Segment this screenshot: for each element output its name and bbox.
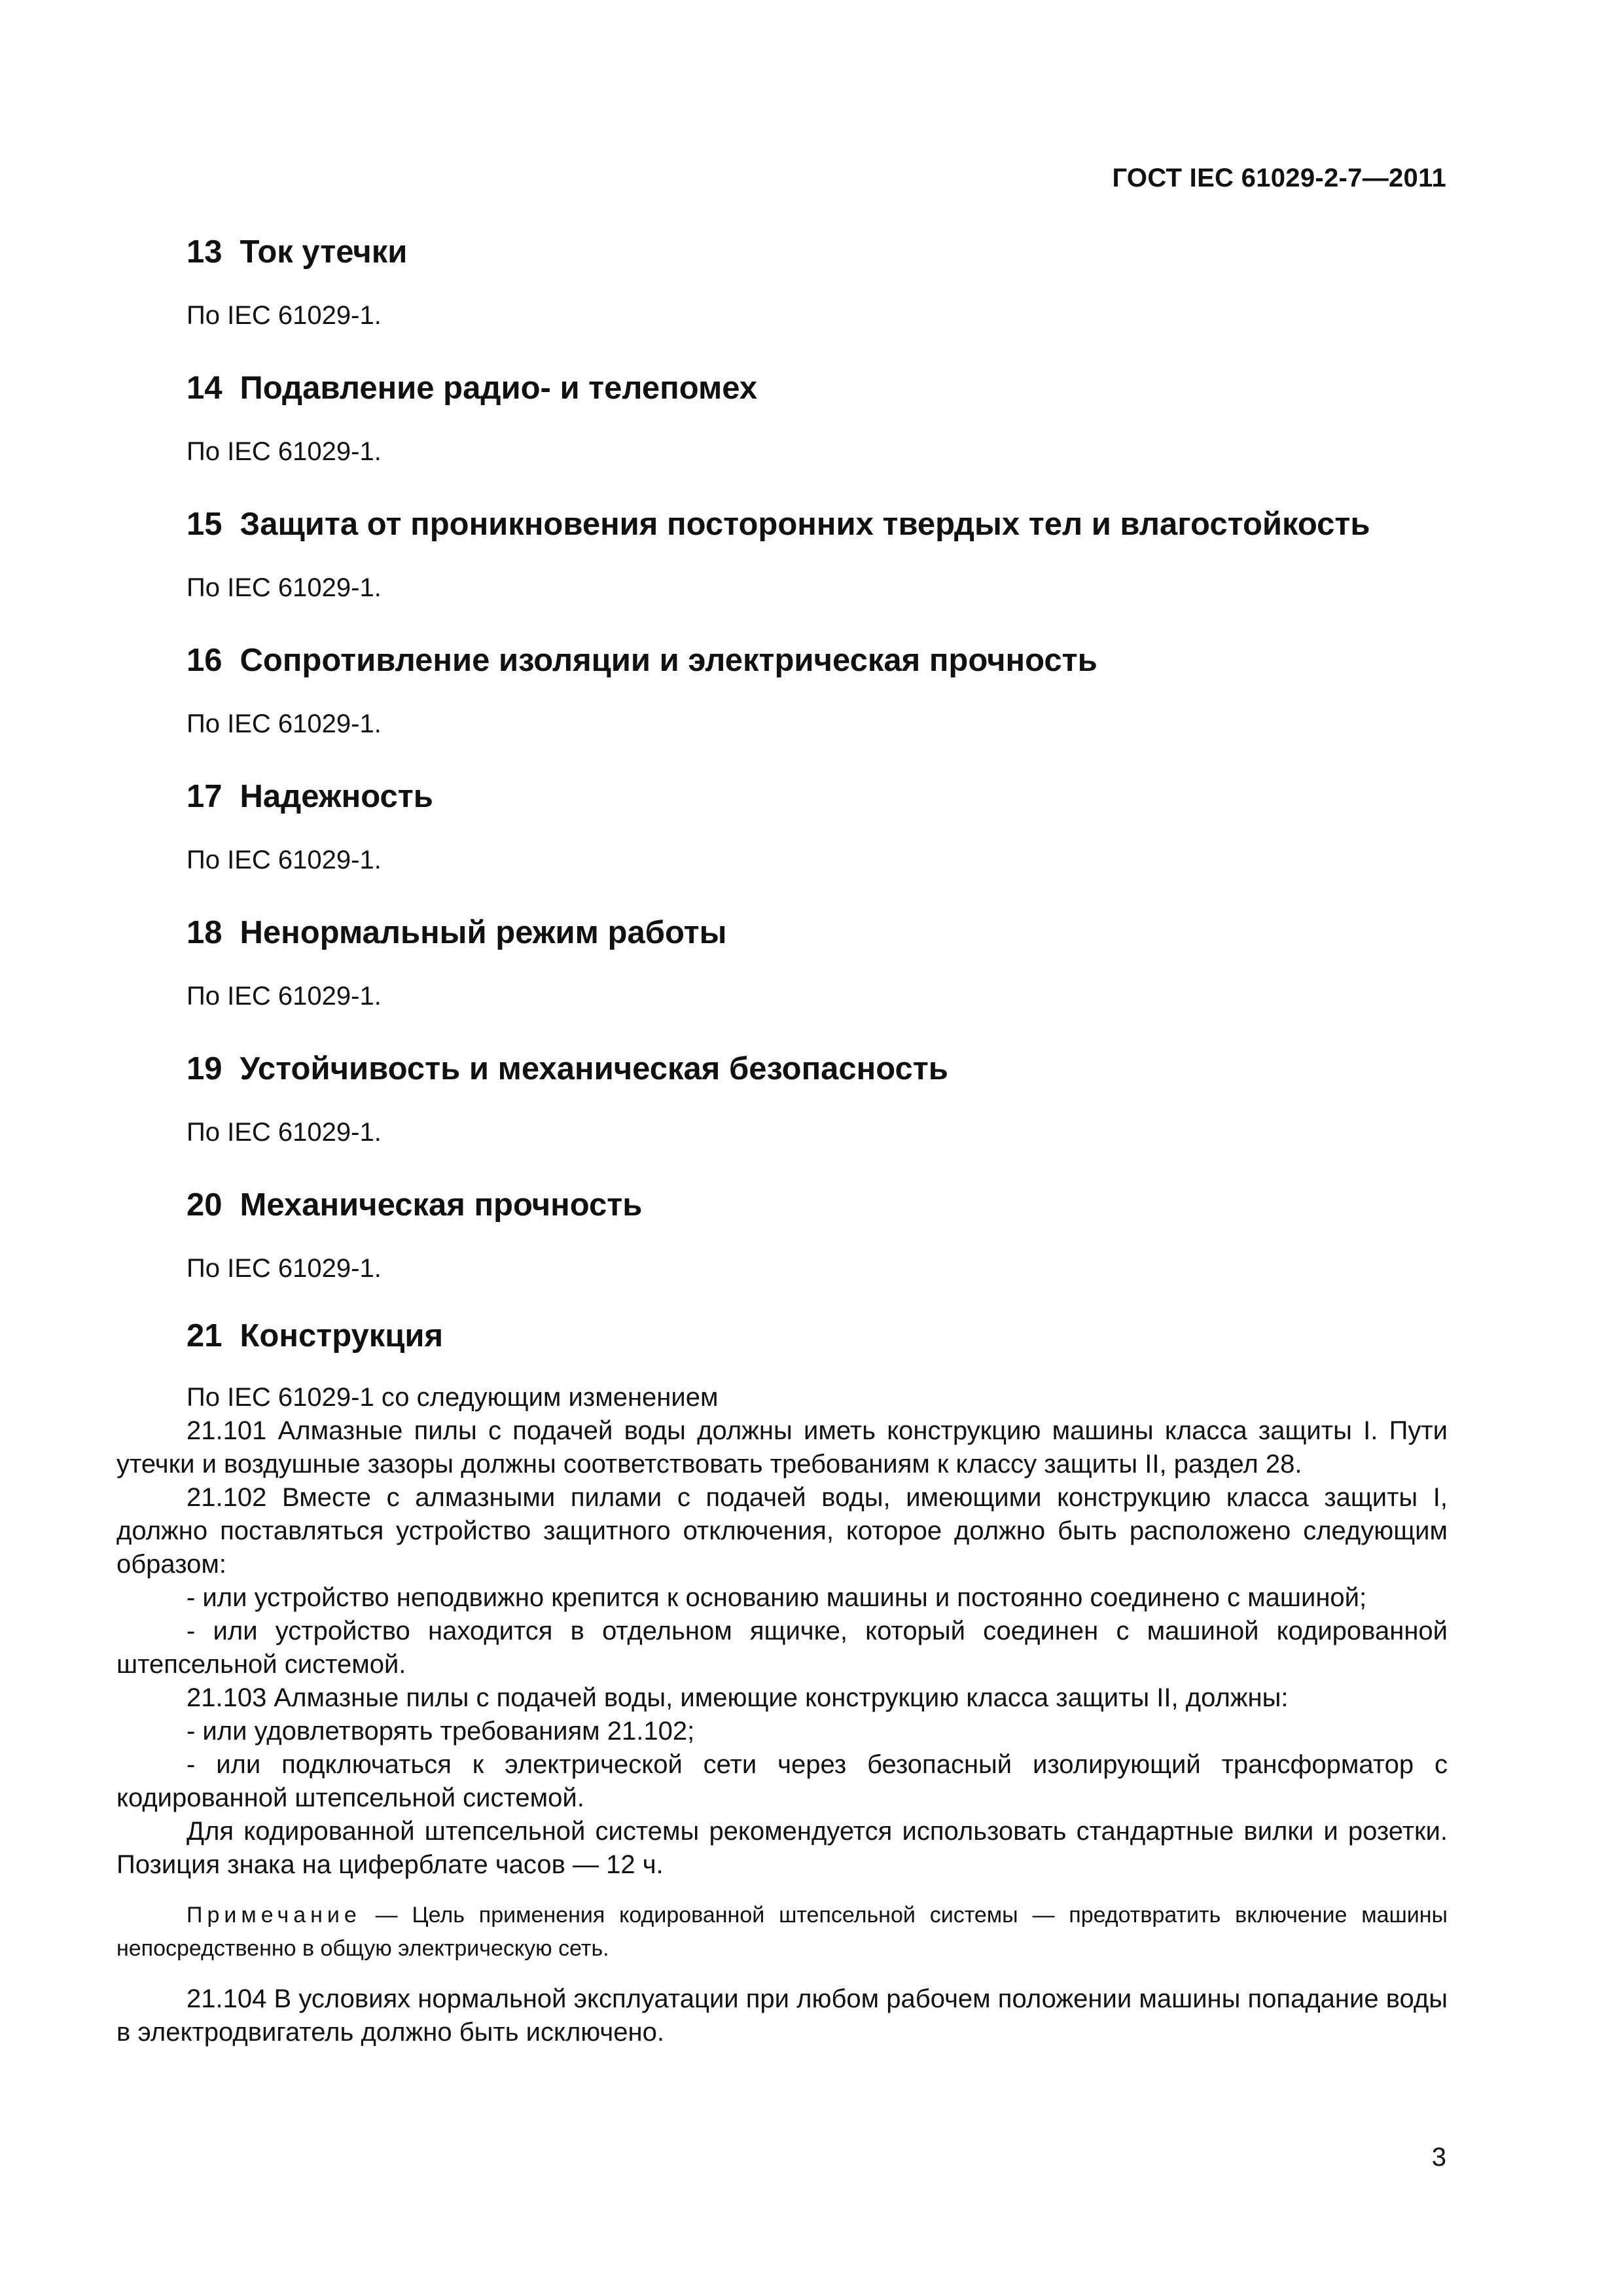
section-heading — [187, 1039, 1446, 1098]
section-body: По IEC 61029-1. — [187, 1254, 382, 1283]
note-text: — Цель применения кодированной штепсельной системы — предотвратить включение машины непосредственно в общую электрическую сеть. — [116, 1903, 1448, 1961]
section-17 — [187, 767, 1446, 903]
section-number: 16 — [187, 643, 223, 678]
section-13 — [187, 223, 1446, 359]
section-15 — [187, 495, 1446, 631]
clause-21-101: 21.101 Алмазные пилы с подачей воды должны иметь конструкцию машины класса защиты I. Пути утечки и воздушные зазоры должны соответствовать требованиям к классу защиты II, раздел 28. — [116, 1416, 1448, 1479]
section-18 — [187, 903, 1446, 1039]
section-body: По IEC 61029-1. — [187, 437, 382, 466]
note-paragraph — [116, 1899, 1448, 1965]
section-number: 15 — [187, 507, 223, 542]
section-title: Ненормальный режим работы — [240, 915, 727, 950]
section-number: 14 — [187, 370, 223, 406]
section-body: По IEC 61029-1. — [187, 573, 382, 602]
section-number: 21 — [187, 1318, 223, 1354]
section-20 — [187, 1175, 1446, 1312]
section-list — [187, 223, 1446, 1312]
section-heading — [187, 495, 1446, 554]
section-number: 17 — [187, 779, 223, 814]
section-heading — [187, 359, 1446, 418]
section-number: 20 — [187, 1187, 223, 1223]
document-code-header: ГОСТ IEC 61029-2-7—2011 — [1112, 164, 1446, 192]
clause-21-103-item-a: - или удовлетворять требованиям 21.102; — [187, 1717, 695, 1746]
section-heading — [187, 1175, 1446, 1234]
clause-21-102-item-a: - или устройство неподвижно крепится к основанию машины и постоянно соединено с машиной; — [187, 1583, 1367, 1612]
section-body: По IEC 61029-1. — [187, 982, 382, 1011]
section-title: Ток утечки — [240, 234, 408, 270]
section-number: 18 — [187, 915, 223, 950]
section-heading — [187, 903, 1446, 962]
clause-21-104: 21.104 В условиях нормальной эксплуатации при любом рабочем положении машины попадание воды в электродвигатель должно быть исключено. — [116, 1984, 1448, 2047]
clause-21-102-item-b: - или устройство находится в отдельном ящичке, который соединен с машиной кодированной штепсельной системой. — [116, 1617, 1448, 1679]
section-title: Конструкция — [240, 1318, 444, 1354]
section-16 — [187, 631, 1446, 767]
section-title: Подавление радио- и телепомех — [240, 370, 758, 406]
section-heading — [187, 767, 1446, 826]
section-title: Устойчивость и механическая безопасность — [240, 1051, 948, 1086]
page-number: 3 — [1431, 2143, 1446, 2172]
section-21-intro: По IEC 61029-1 со следующим изменением — [187, 1383, 719, 1412]
section-body: По IEC 61029-1. — [187, 301, 382, 330]
section-heading — [187, 223, 1446, 281]
section-body: По IEC 61029-1. — [187, 846, 382, 874]
section-21-content — [116, 1381, 1448, 2049]
clause-21-103-item-b: - или подключаться к электрической сети через безопасный изолирующий трансформатор с кодированной штепсельной системой. — [116, 1750, 1448, 1812]
section-number: 13 — [187, 234, 223, 270]
clause-21-102: 21.102 Вместе с алмазными пилами с подачей воды, имеющими конструкцию класса защиты I, должно поставляться устройство защитного отключения, которое должно быть расположено следующим образом: — [116, 1483, 1448, 1579]
section-14 — [187, 359, 1446, 495]
section-title: Механическая прочность — [240, 1187, 643, 1223]
coded-socket-paragraph: Для кодированной штепсельной системы рекомендуется использовать стандартные вилки и розетки. Позиция знака на циферблате часов — 12 ч. — [116, 1817, 1448, 1879]
section-title: Защита от проникновения посторонних твердых тел и влагостойкость — [240, 507, 1370, 542]
section-body: По IEC 61029-1. — [187, 709, 382, 738]
section-body: По IEC 61029-1. — [187, 1118, 382, 1147]
clause-21-103: 21.103 Алмазные пилы с подачей воды, имеющие конструкцию класса защиты II, должны: — [187, 1683, 1289, 1712]
note-label: Примечание — [187, 1903, 361, 1928]
section-19 — [187, 1039, 1446, 1175]
section-number: 19 — [187, 1051, 223, 1086]
section-21-heading — [187, 1306, 443, 1365]
section-title: Надежность — [240, 779, 433, 814]
section-title: Сопротивление изоляции и электрическая прочность — [240, 643, 1097, 678]
section-heading — [187, 631, 1446, 690]
